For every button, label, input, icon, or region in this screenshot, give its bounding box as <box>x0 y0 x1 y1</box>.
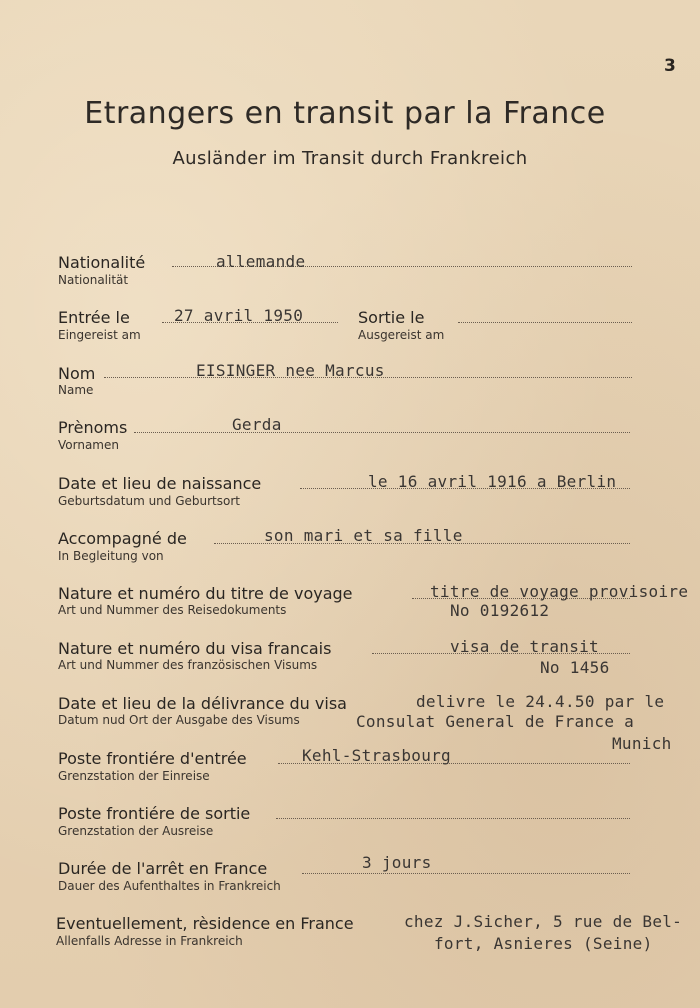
field-value-entree: 27 avril 1950 <box>174 306 304 325</box>
field-label-naissance: Date et lieu de naissance <box>58 474 262 493</box>
field-sublabel-visa: Art und Nummer des französischen Visums <box>58 658 318 672</box>
field-label-prenoms: Prènoms <box>58 418 128 437</box>
field-value-duree: 3 jours <box>362 853 432 872</box>
field-sublabel-nationalite: Nationalität <box>58 273 129 287</box>
field-sublabel-delivrance: Datum nud Ort der Ausgabe des Visums <box>58 713 300 727</box>
field-sublabel-sortie: Ausgereist am <box>358 328 445 342</box>
field-value-residence-line1: chez J.Sicher, 5 rue de Bel- <box>404 912 683 931</box>
field-label-titre-voyage: Nature et numéro du titre de voyage <box>58 584 353 603</box>
field-value-titre-voyage-line1: titre de voyage provisoire <box>430 582 689 601</box>
field-value-nom: EISINGER nee Marcus <box>196 361 385 380</box>
dotted-line <box>458 322 632 323</box>
dotted-line <box>302 873 630 874</box>
field-label-duree: Durée de l'arrêt en France <box>58 859 268 878</box>
field-label-nom: Nom <box>58 364 96 383</box>
field-value-delivrance-line2: Consulat General de France a <box>356 712 635 731</box>
field-sublabel-poste-entree: Grenzstation der Einreise <box>58 769 210 783</box>
field-sublabel-poste-sortie: Grenzstation der Ausreise <box>58 824 214 838</box>
field-label-accompagne: Accompagné de <box>58 529 187 548</box>
field-value-poste-entree: Kehl-Strasbourg <box>302 746 451 765</box>
field-sublabel-prenoms: Vornamen <box>58 438 119 452</box>
page-title: Etrangers en transit par la France <box>84 96 606 131</box>
field-value-residence-line2: fort, Asnieres (Seine) <box>434 934 653 953</box>
page-number: 3 <box>664 56 676 76</box>
field-value-accompagne: son mari et sa fille <box>264 526 463 545</box>
field-label-nationalite: Nationalité <box>58 253 146 272</box>
field-value-nationalite: allemande <box>216 252 306 271</box>
field-value-prenoms: Gerda <box>232 415 282 434</box>
field-sublabel-accompagne: In Begleitung von <box>58 549 164 563</box>
field-sublabel-titre-voyage: Art und Nummer des Reisedokuments <box>58 603 287 617</box>
field-label-visa: Nature et numéro du visa francais <box>58 639 332 658</box>
field-value-naissance: le 16 avril 1916 a Berlin <box>368 472 617 491</box>
field-label-poste-entree: Poste frontiére d'entrée <box>58 749 247 768</box>
dotted-line <box>134 432 630 433</box>
field-sublabel-duree: Dauer des Aufenthaltes in Frankreich <box>58 879 281 893</box>
field-label-residence: Eventuellement, rèsidence en France <box>56 914 354 933</box>
field-value-delivrance-line3: Munich <box>612 734 672 753</box>
field-value-visa-line2: No 1456 <box>540 658 610 677</box>
field-label-poste-sortie: Poste frontiére de sortie <box>58 804 251 823</box>
field-label-delivrance: Date et lieu de la délivrance du visa <box>58 694 347 713</box>
field-value-delivrance-line1: delivre le 24.4.50 par le <box>416 692 665 711</box>
dotted-line <box>276 818 630 819</box>
field-sublabel-nom: Name <box>58 383 94 397</box>
field-label-entree: Entrée le <box>58 308 130 327</box>
field-sublabel-entree: Eingereist am <box>58 328 141 342</box>
field-label-sortie: Sortie le <box>358 308 425 327</box>
field-sublabel-naissance: Geburtsdatum und Geburtsort <box>58 494 240 508</box>
field-value-titre-voyage-line2: No 0192612 <box>450 601 550 620</box>
page-subtitle: Ausländer im Transit durch Frankreich <box>172 148 528 169</box>
field-sublabel-residence: Allenfalls Adresse in Frankreich <box>56 934 243 948</box>
field-value-visa-line1: visa de transit <box>450 637 599 656</box>
